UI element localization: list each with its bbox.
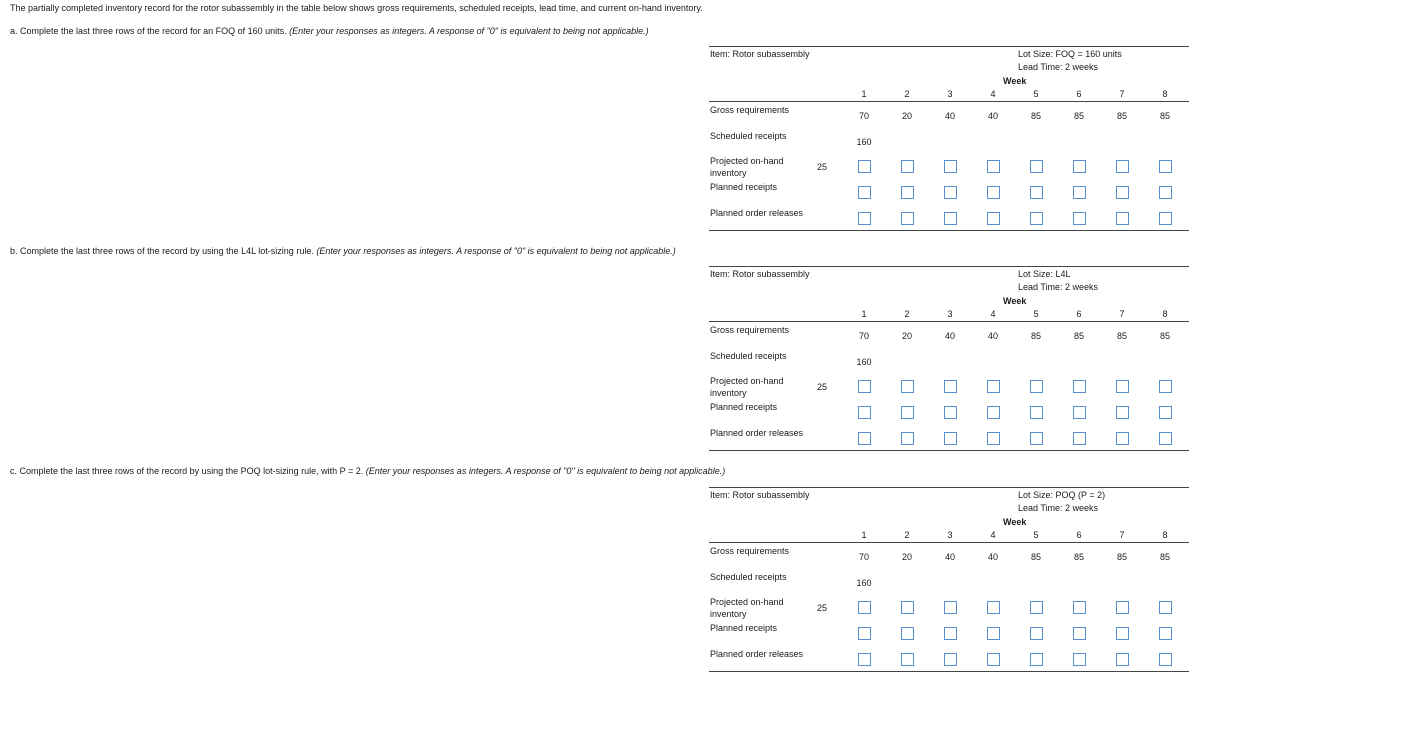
row-label-planned-receipts: Planned receipts <box>710 402 778 412</box>
week-number: 8 <box>1162 530 1168 540</box>
planned-order-release-input[interactable] <box>1073 212 1086 225</box>
planned-receipt-input[interactable] <box>1159 627 1172 640</box>
planned-receipt-input[interactable] <box>1073 627 1086 640</box>
planned-receipt-input[interactable] <box>1116 627 1129 640</box>
header-rule <box>709 101 1189 102</box>
week-number: 6 <box>1076 530 1082 540</box>
projected-on-hand-input[interactable] <box>1159 601 1172 614</box>
planned-order-release-input[interactable] <box>858 653 871 666</box>
week-number: 4 <box>990 309 996 319</box>
week-number: 5 <box>1033 89 1039 99</box>
gross-requirement-value: 70 <box>858 331 869 341</box>
gross-requirement-value: 85 <box>1073 111 1084 121</box>
gross-requirement-value: 70 <box>858 552 869 562</box>
header-rule <box>709 321 1189 322</box>
projected-on-hand-input[interactable] <box>1073 160 1086 173</box>
planned-receipt-input[interactable] <box>1073 186 1086 199</box>
week-number: 5 <box>1033 309 1039 319</box>
gross-requirement-value: 85 <box>1073 331 1084 341</box>
planned-order-release-input[interactable] <box>901 432 914 445</box>
planned-order-release-input[interactable] <box>944 653 957 666</box>
gross-requirement-value: 40 <box>987 111 998 121</box>
gross-requirement-value: 40 <box>944 111 955 121</box>
scheduled-receipt-value: 160 <box>856 578 872 588</box>
planned-receipt-input[interactable] <box>944 627 957 640</box>
top-rule <box>709 46 1189 47</box>
gross-requirement-value: 20 <box>901 331 912 341</box>
planned-receipt-input[interactable] <box>944 186 957 199</box>
week-number: 2 <box>904 89 910 99</box>
gross-requirement-value: 85 <box>1159 552 1170 562</box>
week-header: Week <box>1003 76 1027 86</box>
projected-on-hand-input[interactable] <box>901 160 914 173</box>
week-number: 3 <box>947 530 953 540</box>
prompt-text: c. Complete the last three rows of the record by using the POQ lot-sizing rule, with P = 2. <box>10 466 364 476</box>
gross-requirement-value: 40 <box>944 331 955 341</box>
week-number: 7 <box>1119 309 1125 319</box>
gross-requirement-value: 20 <box>901 111 912 121</box>
planned-receipt-input[interactable] <box>858 627 871 640</box>
scheduled-receipt-value: 160 <box>856 137 872 147</box>
projected-on-hand-input[interactable] <box>858 601 871 614</box>
planned-receipt-input[interactable] <box>1030 406 1043 419</box>
lead-time-label: Lead Time: 2 weeks <box>1018 62 1099 72</box>
planned-order-release-input[interactable] <box>901 653 914 666</box>
row-label-gross-requirements: Gross requirements <box>710 325 790 335</box>
lot-size-label: Lot Size: FOQ = 160 units <box>1018 49 1122 59</box>
projected-on-hand-input[interactable] <box>1030 380 1043 393</box>
week-number: 3 <box>947 309 953 319</box>
row-label-scheduled-receipts: Scheduled receipts <box>710 351 787 361</box>
planned-order-release-input[interactable] <box>1073 653 1086 666</box>
planned-order-release-input[interactable] <box>1030 432 1043 445</box>
projected-on-hand-input[interactable] <box>987 601 1000 614</box>
planned-receipt-input[interactable] <box>1116 406 1129 419</box>
week-number: 1 <box>861 530 867 540</box>
planned-receipt-input[interactable] <box>1159 406 1172 419</box>
row-label-scheduled-receipts: Scheduled receipts <box>710 572 787 582</box>
gross-requirement-value: 20 <box>901 552 912 562</box>
planned-order-release-input[interactable] <box>1116 432 1129 445</box>
lead-time-label: Lead Time: 2 weeks <box>1018 503 1099 513</box>
gross-requirement-value: 85 <box>1030 552 1041 562</box>
projected-on-hand-input[interactable] <box>1159 380 1172 393</box>
current-on-hand: 25 <box>817 382 828 392</box>
projected-on-hand-input[interactable] <box>1116 160 1129 173</box>
projected-on-hand-input[interactable] <box>944 380 957 393</box>
prompt-text: b. Complete the last three rows of the record by using the L4L lot-sizing rule. <box>10 246 314 256</box>
planned-receipt-input[interactable] <box>1159 186 1172 199</box>
projected-on-hand-input[interactable] <box>987 160 1000 173</box>
inventory-record-c <box>709 487 1189 677</box>
week-number: 2 <box>904 309 910 319</box>
row-label-planned-order-releases: Planned order releases <box>710 208 804 218</box>
bottom-rule <box>709 450 1189 451</box>
gross-requirement-value: 70 <box>858 111 869 121</box>
planned-order-release-input[interactable] <box>1116 653 1129 666</box>
row-label-planned-receipts: Planned receipts <box>710 182 778 192</box>
projected-on-hand-input[interactable] <box>1159 160 1172 173</box>
prompt-note: (Enter your responses as integers. A response of "0" is equivalent to being not applicable.) <box>289 26 649 36</box>
planned-receipt-input[interactable] <box>987 627 1000 640</box>
projected-on-hand-input[interactable] <box>987 380 1000 393</box>
planned-receipt-input[interactable] <box>901 627 914 640</box>
projected-on-hand-input[interactable] <box>901 380 914 393</box>
planned-order-release-input[interactable] <box>987 653 1000 666</box>
gross-requirement-value: 85 <box>1073 552 1084 562</box>
planned-order-release-input[interactable] <box>858 432 871 445</box>
planned-order-release-input[interactable] <box>944 212 957 225</box>
planned-receipt-input[interactable] <box>944 406 957 419</box>
week-number: 1 <box>861 309 867 319</box>
planned-order-release-input[interactable] <box>944 432 957 445</box>
week-number: 8 <box>1162 309 1168 319</box>
row-label-planned-order-releases: Planned order releases <box>710 649 804 659</box>
row-label-gross-requirements: Gross requirements <box>710 105 790 115</box>
planned-order-release-input[interactable] <box>1159 432 1172 445</box>
week-header: Week <box>1003 517 1027 527</box>
gross-requirement-value: 85 <box>1030 111 1041 121</box>
planned-order-release-input[interactable] <box>1159 212 1172 225</box>
gross-requirement-value: 85 <box>1159 111 1170 121</box>
planned-receipt-input[interactable] <box>1030 627 1043 640</box>
planned-order-release-input[interactable] <box>1030 653 1043 666</box>
bottom-rule <box>709 671 1189 672</box>
projected-on-hand-input[interactable] <box>901 601 914 614</box>
planned-order-release-input[interactable] <box>901 212 914 225</box>
projected-on-hand-input[interactable] <box>1073 380 1086 393</box>
scheduled-receipt-value: 160 <box>856 357 872 367</box>
week-number: 3 <box>947 89 953 99</box>
prompt-text: a. Complete the last three rows of the record for an FOQ of 160 units. <box>10 26 287 36</box>
week-number: 7 <box>1119 530 1125 540</box>
current-on-hand: 25 <box>817 162 828 172</box>
planned-receipt-input[interactable] <box>987 186 1000 199</box>
planned-receipt-input[interactable] <box>901 406 914 419</box>
week-number: 4 <box>990 89 996 99</box>
projected-on-hand-input[interactable] <box>858 380 871 393</box>
current-on-hand: 25 <box>817 603 828 613</box>
planned-receipt-input[interactable] <box>858 406 871 419</box>
planned-order-release-input[interactable] <box>987 432 1000 445</box>
gross-requirement-value: 85 <box>1159 331 1170 341</box>
item-label: Item: Rotor subassembly <box>710 490 810 500</box>
gross-requirement-value: 85 <box>1116 111 1127 121</box>
projected-on-hand-input[interactable] <box>858 160 871 173</box>
projected-on-hand-input[interactable] <box>944 601 957 614</box>
planned-receipt-input[interactable] <box>901 186 914 199</box>
intro-text: The partially completed inventory record for the rotor subassembly in the table below shows gross requirements, scheduled receipts, lead time, and current on-hand inventory. <box>10 3 703 13</box>
planned-receipt-input[interactable] <box>858 186 871 199</box>
item-label: Item: Rotor subassembly <box>710 49 810 59</box>
gross-requirement-value: 40 <box>944 552 955 562</box>
week-number: 6 <box>1076 309 1082 319</box>
gross-requirement-value: 85 <box>1116 331 1127 341</box>
planned-order-release-input[interactable] <box>1073 432 1086 445</box>
week-number: 8 <box>1162 89 1168 99</box>
planned-receipt-input[interactable] <box>1116 186 1129 199</box>
top-rule <box>709 266 1189 267</box>
question-prompt-c <box>10 466 725 476</box>
week-number: 4 <box>990 530 996 540</box>
bottom-rule <box>709 230 1189 231</box>
projected-on-hand-input[interactable] <box>1030 601 1043 614</box>
header-rule <box>709 542 1189 543</box>
row-label-planned-order-releases: Planned order releases <box>710 428 804 438</box>
projected-on-hand-input[interactable] <box>1030 160 1043 173</box>
week-number: 6 <box>1076 89 1082 99</box>
planned-order-release-input[interactable] <box>987 212 1000 225</box>
planned-order-release-input[interactable] <box>858 212 871 225</box>
week-number: 2 <box>904 530 910 540</box>
week-number: 7 <box>1119 89 1125 99</box>
planned-receipt-input[interactable] <box>987 406 1000 419</box>
question-prompt-a <box>10 26 649 36</box>
row-label-gross-requirements: Gross requirements <box>710 546 790 556</box>
prompt-note: (Enter your responses as integers. A response of "0" is equivalent to being not applicable.) <box>365 466 726 476</box>
row-label-projected-on-hand: Projected on-hand inventory <box>710 597 784 619</box>
week-header: Week <box>1003 296 1027 306</box>
lot-size-label: Lot Size: POQ (P = 2) <box>1018 490 1106 500</box>
projected-on-hand-input[interactable] <box>1116 380 1129 393</box>
inventory-record-b <box>709 266 1189 456</box>
gross-requirement-value: 40 <box>987 331 998 341</box>
gross-requirement-value: 40 <box>987 552 998 562</box>
projected-on-hand-input[interactable] <box>1116 601 1129 614</box>
projected-on-hand-input[interactable] <box>1073 601 1086 614</box>
projected-on-hand-input[interactable] <box>944 160 957 173</box>
row-label-projected-on-hand: Projected on-hand inventory <box>710 156 784 178</box>
lead-time-label: Lead Time: 2 weeks <box>1018 282 1099 292</box>
planned-order-release-input[interactable] <box>1159 653 1172 666</box>
gross-requirement-value: 85 <box>1116 552 1127 562</box>
week-number: 1 <box>861 89 867 99</box>
item-label: Item: Rotor subassembly <box>710 269 810 279</box>
question-prompt-b <box>10 246 676 256</box>
inventory-record-a <box>709 46 1189 236</box>
row-label-projected-on-hand: Projected on-hand inventory <box>710 376 784 398</box>
lot-size-label: Lot Size: L4L <box>1018 269 1071 279</box>
prompt-note: (Enter your responses as integers. A response of "0" is equivalent to being not applicable.) <box>316 246 676 256</box>
planned-order-release-input[interactable] <box>1030 212 1043 225</box>
week-number: 5 <box>1033 530 1039 540</box>
planned-order-release-input[interactable] <box>1116 212 1129 225</box>
top-rule <box>709 487 1189 488</box>
gross-requirement-value: 85 <box>1030 331 1041 341</box>
planned-receipt-input[interactable] <box>1030 186 1043 199</box>
planned-receipt-input[interactable] <box>1073 406 1086 419</box>
row-label-scheduled-receipts: Scheduled receipts <box>710 131 787 141</box>
row-label-planned-receipts: Planned receipts <box>710 623 778 633</box>
